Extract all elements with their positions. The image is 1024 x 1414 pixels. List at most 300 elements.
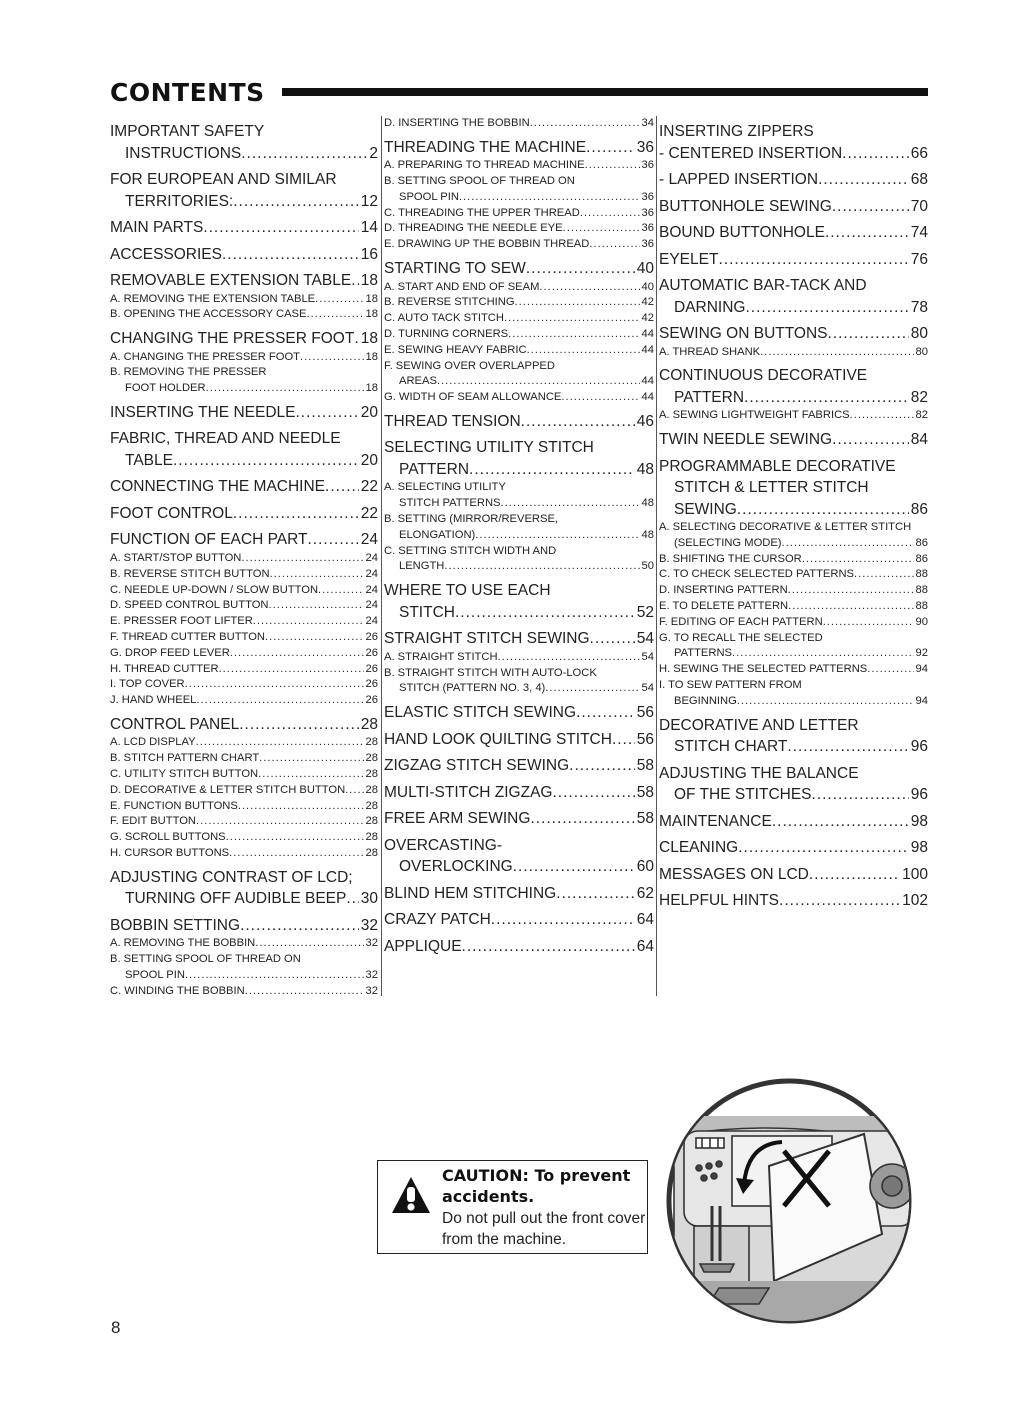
toc-subentry[interactable] [110, 350, 378, 366]
toc-page-number: 18 [365, 292, 378, 305]
dot-leader [259, 751, 363, 767]
toc-page-number: 86 [910, 500, 928, 518]
toc-entry[interactable] [384, 808, 654, 830]
dot-leader [300, 350, 364, 366]
toc-entry[interactable] [110, 915, 378, 937]
toc-subentry[interactable] [659, 567, 928, 583]
toc-entry[interactable] [384, 459, 654, 481]
toc-subentry-title: A. LCD DISPLAY [110, 736, 196, 749]
toc-entry[interactable] [659, 196, 928, 218]
toc-entry[interactable] [110, 191, 378, 213]
dot-leader [825, 222, 909, 244]
toc-entry[interactable] [110, 450, 378, 472]
toc-subentry[interactable] [110, 307, 378, 323]
toc-subentry[interactable] [110, 614, 378, 630]
toc-page-number: 46 [636, 412, 654, 430]
toc-page-number: 24 [360, 531, 378, 549]
toc-page-number: 42 [641, 312, 654, 325]
toc-page-number: 78 [910, 298, 928, 316]
toc-subentry-title: C. SETTING STITCH WIDTH AND [384, 544, 557, 557]
dot-leader [501, 496, 640, 512]
toc-subentry[interactable] [384, 343, 654, 359]
dot-leader [867, 662, 913, 678]
toc-subentry-title: STITCH (PATTERN NO. 3, 4) [399, 682, 546, 695]
toc-subentry-title: STITCH PATTERNS [399, 497, 501, 510]
toc-page-number: 92 [915, 647, 928, 660]
toc-entry-title: ADJUSTING THE BALANCE [659, 764, 859, 782]
toc-subentry-title: D. DECORATIVE & LETTER STITCH BUTTON [110, 783, 346, 796]
toc-subentry-title: SPOOL PIN [125, 968, 185, 981]
toc-entry[interactable] [659, 222, 928, 244]
dot-leader [590, 628, 635, 650]
toc-entry-title: STRAIGHT STITCH SEWING [384, 630, 590, 648]
toc-page-number: 90 [915, 615, 928, 628]
toc-page-number: 58 [636, 810, 654, 828]
toc-subentry-title: B. SHIFTING THE CURSOR [659, 552, 802, 565]
toc-subentry-title: F. SEWING OVER OVERLAPPED [384, 359, 555, 372]
toc-page-number: 24 [365, 599, 378, 612]
dot-leader [325, 476, 359, 498]
toc-entry[interactable] [110, 529, 378, 551]
toc-page-number: 32 [360, 916, 378, 934]
dot-leader [346, 888, 358, 910]
dot-leader [823, 615, 914, 631]
toc-subentry[interactable] [110, 984, 378, 1000]
toc-page-number: 56 [636, 704, 654, 722]
toc-page-number: 24 [365, 583, 378, 596]
toc-entry[interactable] [384, 856, 654, 878]
toc-subentry[interactable] [384, 390, 654, 406]
toc-page-number: 96 [910, 738, 928, 756]
dot-leader [788, 599, 913, 615]
toc-subentry[interactable] [110, 799, 378, 815]
toc-page-number: 48 [636, 460, 654, 478]
dot-leader [270, 567, 364, 583]
toc-subentry[interactable] [110, 677, 378, 693]
toc-entry[interactable] [384, 628, 654, 650]
dot-leader [809, 864, 900, 886]
toc-subentry-title: SPOOL PIN [399, 190, 459, 203]
toc-entry-title: STITCH CHART [674, 738, 788, 756]
toc-entry-title: DECORATIVE AND LETTER [659, 716, 859, 734]
toc-subentry[interactable] [110, 830, 378, 846]
toc-entry[interactable] [659, 323, 928, 345]
toc-page-number: 64 [636, 911, 654, 929]
toc-subentry[interactable] [384, 206, 654, 222]
toc-subentry[interactable] [384, 158, 654, 174]
toc-entry-title: EYELET [659, 250, 719, 268]
toc-subentry[interactable] [384, 681, 654, 697]
toc-entry[interactable] [110, 143, 378, 165]
toc-page-number: 100 [902, 865, 928, 883]
toc-page-number: 18 [365, 382, 378, 395]
toc-subentry[interactable] [384, 559, 654, 575]
toc-page-number: 88 [915, 600, 928, 613]
toc-subentry[interactable] [110, 567, 378, 583]
dot-leader [240, 915, 359, 937]
toc-subentry[interactable] [110, 936, 378, 952]
toc-subentry[interactable] [384, 116, 654, 132]
dot-leader [589, 237, 639, 253]
toc-page-number: 44 [641, 391, 654, 404]
toc-column-3 [659, 116, 928, 912]
toc-page-number: 28 [365, 831, 378, 844]
page-number: 8 [111, 1318, 121, 1337]
toc-subentry-title: A. REMOVING THE BOBBIN [110, 937, 256, 950]
toc-entry-title: TABLE [125, 451, 173, 469]
toc-entry[interactable] [659, 143, 928, 165]
toc-subentry[interactable] [384, 327, 654, 343]
toc-entry[interactable] [659, 499, 928, 521]
toc-page-number: 62 [636, 884, 654, 902]
toc-subentry[interactable] [110, 598, 378, 614]
toc-subentry[interactable] [110, 583, 378, 599]
dot-leader [308, 529, 359, 551]
toc-subentry-title: C. THREADING THE UPPER THREAD [384, 206, 580, 219]
toc-entry-title: SELECTING UTILITY STITCH [384, 439, 594, 457]
toc-subentry-title: H. THREAD CUTTER [110, 662, 219, 675]
toc-subentry-title: PATTERNS [674, 647, 733, 660]
toc-entry[interactable] [384, 702, 654, 724]
toc-entry[interactable] [110, 503, 378, 525]
toc-page-number: 12 [360, 192, 378, 210]
toc-entry-title: DARNING [674, 298, 746, 316]
toc-entry-title: OVERCASTING- [384, 836, 502, 854]
toc-subentry-title: E. PRESSER FOOT LIFTER [110, 615, 253, 628]
toc-subentry[interactable] [110, 783, 378, 799]
toc-entry-title: MESSAGES ON LCD [659, 865, 809, 883]
toc-entry-title: CRAZY PATCH [384, 911, 491, 929]
toc-subentry[interactable] [110, 646, 378, 662]
dot-leader [556, 883, 635, 905]
dot-leader [760, 345, 913, 361]
toc-entry[interactable] [659, 297, 928, 319]
dot-leader [530, 808, 634, 830]
toc-column-2 [384, 116, 654, 957]
dot-leader [738, 837, 909, 859]
toc-entry[interactable] [110, 217, 378, 239]
dot-leader [255, 936, 363, 952]
toc-subentry[interactable] [384, 190, 654, 206]
toc-entry-title: ELASTIC STITCH SEWING [384, 704, 577, 722]
toc-subentry[interactable] [110, 662, 378, 678]
toc-page-number: 86 [915, 552, 928, 565]
toc-entry-title: BLIND HEM STITCHING [384, 884, 557, 902]
toc-entry[interactable] [384, 909, 654, 931]
toc-entry[interactable] [659, 736, 928, 758]
toc-entry[interactable] [384, 137, 654, 159]
toc-subentry[interactable] [110, 292, 378, 308]
toc-entry[interactable] [659, 864, 928, 886]
toc-subentry[interactable] [110, 693, 378, 709]
toc-subentry-title: C. AUTO TACK STITCH [384, 312, 504, 325]
toc-subentry-title: F. THREAD CUTTER BUTTON [110, 630, 265, 643]
toc-entry[interactable] [659, 811, 928, 833]
toc-subentry[interactable] [384, 295, 654, 311]
toc-page-number: 22 [360, 478, 378, 496]
toc-page-number: 24 [365, 567, 378, 580]
toc-entry-title: CONTROL PANEL [110, 715, 240, 733]
dot-leader [469, 459, 635, 481]
toc-entry[interactable] [384, 258, 654, 280]
toc-subentry[interactable] [110, 767, 378, 783]
toc-subentry-title: H. SEWING THE SELECTED PATTERNS [659, 663, 868, 676]
dot-leader [850, 408, 914, 424]
dot-leader [233, 503, 359, 525]
toc-subentry-title: J. HAND WHEEL [110, 694, 197, 707]
toc-page-number: 18 [360, 272, 378, 289]
toc-entry[interactable] [110, 476, 378, 498]
toc-entry-title-continued: STITCH & LETTER STITCH [674, 479, 869, 497]
toc-entry[interactable] [384, 411, 654, 433]
dot-leader [530, 116, 640, 132]
toc-page-number: 40 [641, 280, 654, 293]
toc-subentry[interactable] [384, 650, 654, 666]
toc-entry-title: MAINTENANCE [659, 812, 772, 830]
dot-leader [832, 196, 909, 218]
toc-subentry[interactable] [384, 528, 654, 544]
toc-subentry-title: B. SETTING SPOOL OF THREAD ON [384, 175, 575, 188]
toc-subentry-title: D. INSERTING THE BOBBIN [384, 117, 530, 129]
dot-leader [491, 909, 635, 931]
toc-subentry[interactable] [659, 662, 928, 678]
toc-subentry[interactable] [384, 237, 654, 253]
dot-leader [196, 693, 363, 709]
toc-subentry[interactable] [384, 374, 654, 390]
toc-page-number: 68 [910, 171, 928, 188]
toc-subentry[interactable] [110, 814, 378, 830]
dot-leader [498, 650, 640, 666]
toc-page-number: 36 [641, 222, 654, 235]
toc-subentry[interactable] [659, 408, 928, 424]
dot-leader [788, 583, 914, 599]
toc-entry-title: SEWING ON BUTTONS [659, 325, 828, 342]
toc-page-number: 28 [365, 783, 378, 796]
dot-leader [744, 387, 909, 409]
toc-subentry[interactable] [384, 496, 654, 512]
toc-subentry-title: E. TO DELETE PATTERN [659, 600, 789, 613]
dot-leader [561, 390, 639, 406]
toc-subentry[interactable] [110, 735, 378, 751]
dot-leader [196, 735, 364, 751]
toc-page-number: 50 [641, 560, 654, 573]
toc-subentry-title: A. PREPARING TO THREAD MACHINE [384, 159, 585, 172]
toc-page-number: 26 [365, 694, 378, 707]
toc-page-number: 24 [365, 551, 378, 564]
toc-entry-title: OVERLOCKING [399, 858, 513, 876]
toc-page-number: 16 [360, 245, 378, 263]
toc-subentry-title: I. TO SEW PATTERN FROM [659, 679, 802, 692]
toc-subentry[interactable] [659, 345, 928, 361]
dot-leader [569, 755, 635, 777]
toc-page-number: 26 [365, 662, 378, 675]
toc-entry[interactable] [110, 402, 378, 424]
toc-subentry-title: E. DRAWING UP THE BOBBIN THREAD [384, 238, 590, 251]
toc-entry[interactable] [659, 169, 928, 191]
toc-page-number: 26 [365, 630, 378, 643]
dot-leader [732, 646, 914, 662]
toc-subentry-title: D. TURNING CORNERS [384, 327, 509, 340]
toc-subentry-title: F. EDITING OF EACH PATTERN [659, 615, 823, 628]
toc-entry-title: PATTERN [674, 388, 745, 406]
toc-page-number: 88 [915, 584, 928, 597]
toc-subentry-title: ELONGATION) [399, 528, 476, 541]
toc-subentry[interactable] [659, 615, 928, 631]
toc-subentry-title: G. DROP FEED LEVER [110, 646, 230, 659]
toc-page-number: 28 [365, 736, 378, 749]
toc-entry-title: BOBBIN SETTING [110, 916, 241, 934]
toc-page-number: 28 [365, 752, 378, 765]
toc-subentry[interactable] [110, 968, 378, 984]
dot-leader [318, 583, 364, 599]
toc-entry[interactable] [384, 602, 654, 624]
toc-page-number: 34 [641, 117, 654, 129]
toc-entry[interactable] [110, 244, 378, 266]
toc-page-number: 20 [360, 403, 378, 421]
toc-page-number: 28 [360, 715, 378, 733]
toc-entry[interactable] [384, 883, 654, 905]
toc-entry[interactable] [659, 429, 928, 451]
toc-entry[interactable] [384, 782, 654, 804]
toc-page-number: 70 [910, 197, 928, 215]
toc-page-number: 28 [365, 799, 378, 812]
dot-leader [295, 402, 358, 424]
toc-subentry-title: (SELECTING MODE) [674, 536, 782, 549]
dot-leader [527, 343, 640, 359]
toc-entry-title: CONNECTING THE MACHINE [110, 478, 326, 496]
toc-page-number: 18 [360, 330, 378, 348]
toc-subentry-title: B. REMOVING THE PRESSER [110, 366, 267, 379]
toc-entry-title: HELPFUL HINTS [659, 892, 780, 910]
toc-entry[interactable] [384, 729, 654, 751]
toc-subentry[interactable] [110, 751, 378, 767]
dot-leader [515, 295, 640, 311]
toc-page-number: 54 [636, 630, 654, 648]
toc-subentry-title: A. SEWING LIGHTWEIGHT FABRICS [659, 409, 850, 422]
toc-entry[interactable] [384, 936, 654, 958]
toc-subentry[interactable] [384, 221, 654, 237]
toc-page-number: 44 [641, 343, 654, 356]
toc-subentry-title: A. SELECTING DECORATIVE & LETTER STITCH [659, 521, 912, 534]
dot-leader [521, 411, 635, 433]
dot-leader [612, 729, 635, 751]
toc-entry[interactable] [110, 328, 378, 350]
toc-subentry-title: H. CURSOR BUTTONS [110, 847, 230, 860]
toc-entry[interactable] [659, 784, 928, 806]
toc-subentry-title: D. THREADING THE NEEDLE EYE [384, 222, 563, 235]
toc-entry[interactable] [110, 714, 378, 736]
dot-leader [552, 782, 634, 804]
toc-entry-title: HAND LOOK QUILTING STITCH [384, 730, 612, 748]
dot-leader [539, 280, 639, 296]
toc-page-number: 18 [365, 308, 378, 321]
toc-page-number: 30 [360, 890, 378, 908]
dot-leader [455, 602, 635, 624]
toc-entry-title: THREAD TENSION [384, 412, 521, 430]
toc-subentry-title: A. SELECTING UTILITY [384, 481, 506, 494]
toc-entry-title: STITCH [399, 603, 455, 621]
toc-entry-title: INSERTING THE NEEDLE [110, 403, 296, 421]
toc-entry-title: TERRITORIES: [125, 192, 234, 210]
dot-leader [576, 702, 635, 724]
toc-entry-title: INSTRUCTIONS [125, 144, 242, 162]
toc-entry-title: SEWING [674, 500, 737, 518]
toc-entry[interactable] [659, 837, 928, 859]
toc-page-number: 98 [910, 812, 928, 830]
toc-page-number: 32 [365, 984, 378, 997]
toc-subentry-title: G. WIDTH OF SEAM ALLOWANCE [384, 391, 562, 404]
toc-entry-title: - LAPPED INSERTION [659, 171, 819, 188]
caution-text: Do not pull out the front cover from the machine. [442, 1210, 646, 1248]
dot-leader [206, 381, 364, 397]
toc-entry-title: ZIGZAG STITCH SEWING [384, 757, 570, 775]
toc-subentry[interactable] [659, 552, 928, 568]
toc-subentry[interactable] [110, 551, 378, 567]
dot-leader [239, 714, 359, 736]
toc-entry-title: FUNCTION OF EACH PART [110, 531, 308, 549]
toc-entry[interactable] [659, 387, 928, 409]
toc-entry-title: BUTTONHOLE SEWING [659, 197, 832, 215]
warning-icon [390, 1175, 432, 1215]
dot-leader [345, 783, 363, 799]
toc-subentry[interactable] [384, 311, 654, 327]
toc-subentry[interactable] [659, 646, 928, 662]
toc-subentry[interactable] [659, 599, 928, 615]
toc-page-number: 26 [365, 678, 378, 691]
toc-page-number: 40 [636, 260, 654, 278]
column-divider [656, 116, 657, 996]
toc-subentry-title: C. WINDING THE BOBBIN [110, 984, 245, 997]
toc-entry-title: THREADING THE MACHINE [384, 138, 587, 156]
toc-entry[interactable] [659, 249, 928, 271]
toc-page-number: 58 [636, 783, 654, 801]
toc-entry-title: CHANGING THE PRESSER FOOT [110, 330, 355, 348]
toc-subentry[interactable] [659, 694, 928, 710]
caution-box [377, 1160, 648, 1254]
toc-subentry[interactable] [110, 846, 378, 862]
toc-entry[interactable] [659, 890, 928, 912]
dot-leader [508, 327, 639, 343]
dot-leader [526, 258, 635, 280]
toc-subentry[interactable] [659, 583, 928, 599]
dot-leader [586, 137, 635, 159]
toc-subentry-title: I. TOP COVER [110, 678, 185, 691]
toc-subentry-title: B. SETTING (MIRROR/REVERSE, [384, 513, 559, 526]
toc-subentry-title: F. EDIT BUTTON [110, 815, 196, 828]
toc-entry-title: - CENTERED INSERTION [659, 144, 843, 162]
toc-entry-title: IMPORTANT SAFETY [110, 123, 265, 140]
toc-subentry[interactable] [384, 280, 654, 296]
toc-entry[interactable] [384, 755, 654, 777]
toc-page-number: 56 [636, 730, 654, 748]
toc-entry-title: FOR EUROPEAN AND SIMILAR [110, 171, 337, 188]
toc-subentry[interactable] [110, 381, 378, 397]
dot-leader [745, 297, 908, 319]
toc-entry[interactable] [110, 888, 378, 910]
dot-leader [854, 567, 914, 583]
dot-leader [737, 499, 909, 521]
dot-leader [203, 217, 358, 239]
toc-subentry[interactable] [110, 630, 378, 646]
toc-entry-title: CONTINUOUS DECORATIVE [659, 367, 868, 385]
toc-subentry-title: G. TO RECALL THE SELECTED [659, 631, 823, 644]
toc-subentry[interactable] [659, 536, 928, 552]
toc-page-number: 28 [365, 768, 378, 781]
toc-entry-title: AUTOMATIC BAR-TACK AND [659, 277, 867, 294]
toc-subentry-title: B. SETTING SPOOL OF THREAD ON [110, 953, 301, 966]
dot-leader [253, 614, 364, 630]
toc-entry[interactable] [110, 270, 378, 292]
